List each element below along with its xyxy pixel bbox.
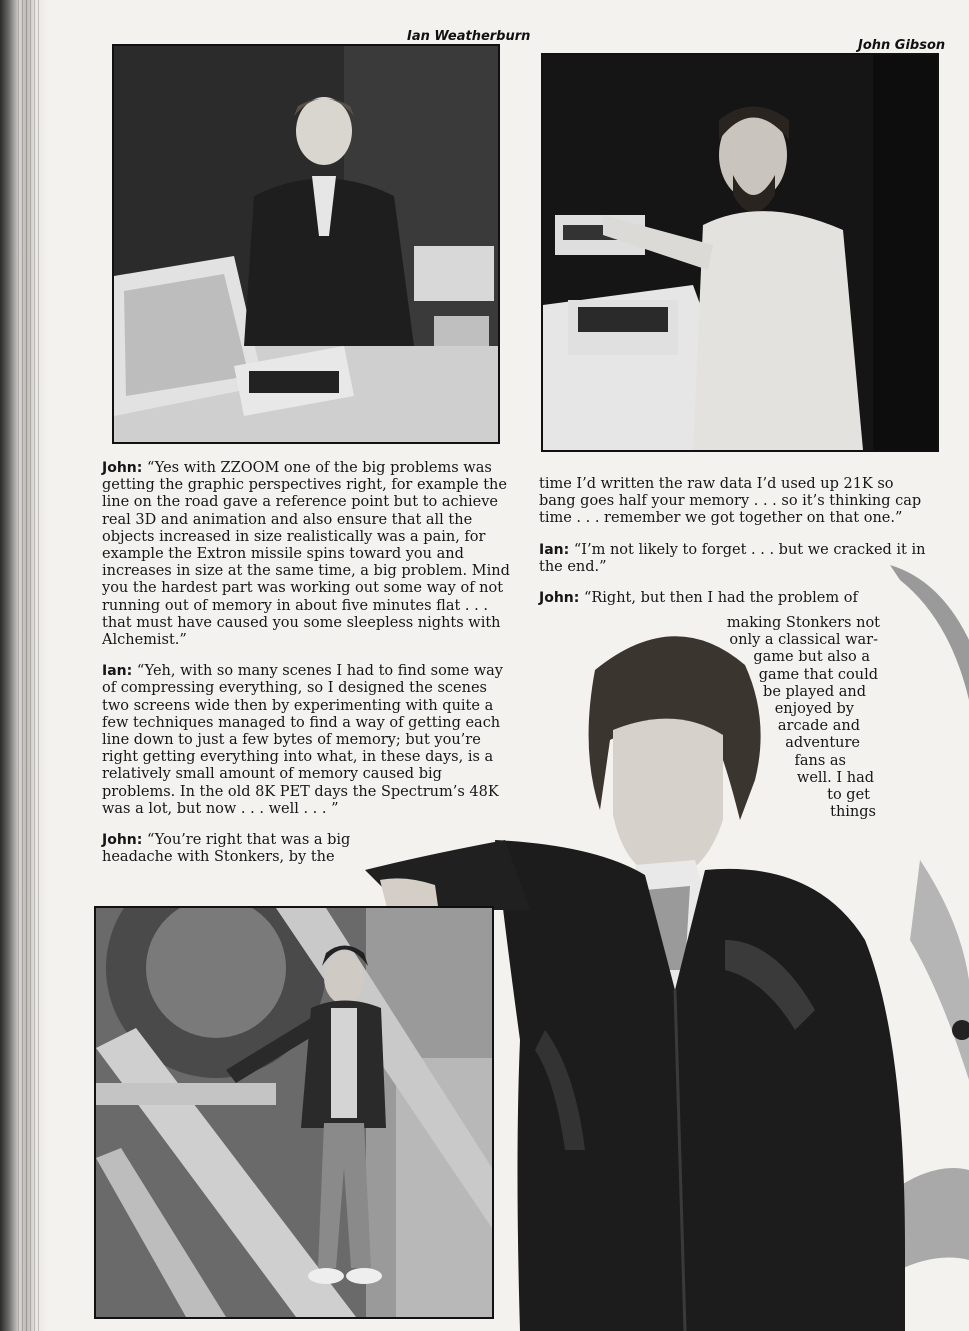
paragraph-john-3	[539, 590, 929, 607]
photo-john-at-computer	[541, 53, 939, 452]
column-right	[539, 476, 929, 607]
paragraph-ian-2	[539, 542, 929, 576]
wrapped-line: fans as	[794, 752, 846, 769]
speaker-label: Ian:	[539, 541, 570, 558]
paragraph-continued	[539, 476, 929, 528]
wrapped-line: things	[830, 804, 876, 821]
wrapped-line: game that could	[758, 666, 878, 683]
speaker-label: John:	[539, 590, 580, 607]
photo-john-outdoors	[94, 906, 494, 1319]
wrapped-line: game but also a	[753, 649, 870, 666]
wrapped-line: making Stonkers not	[726, 615, 880, 631]
paragraph-text: “I’m not likely to forget . . . but we cracked it in the end.”	[539, 541, 926, 575]
wrapped-line: adventure	[785, 735, 860, 752]
spine-page-edges	[18, 0, 40, 1331]
paragraph-john-2	[102, 832, 352, 866]
speaker-label: Ian:	[102, 663, 133, 680]
speaker-label: John:	[102, 460, 143, 476]
caption-john-gibson: John Gibson	[858, 38, 946, 53]
wrapped-line: only a classical war-	[729, 632, 878, 649]
wrapped-line: enjoyed by	[774, 701, 854, 718]
paragraph-text: “You’re right that was a big headache with Stonkers, by the	[102, 832, 351, 866]
wrapped-line: well. I had	[796, 769, 874, 786]
wrapped-line: to get	[827, 787, 870, 804]
paragraph-text: “Right, but then I had the problem of	[583, 590, 858, 607]
paragraph-text: “Yeh, with so many scenes I had to find some way of compressing everything, so I designed the scenes two screens wide then by experimenting with quite a few techniques managed to find a way of getting each line down to just a few bytes of memory; but you’re right getting everything into what, in these days, is a relatively small amount of memory caused big problems. In the old 8K PET days the Spectrum’s 48K was a lot, but now . . . well . . . ”	[102, 663, 503, 817]
speaker-label: John:	[102, 832, 143, 849]
caption-ian-weatherburn: Ian Weatherburn	[407, 29, 531, 44]
paragraph-text: time I’d written the raw data I’d used up 21K so bang goes half your memory . . . so it’s thinking cap time . . . remember we got together on that one.”	[539, 476, 922, 527]
paragraph-text: “Yes with ZZOOM one of the big problems was getting the graphic perspectives right, for example the line on the road gave a reference point but to achieve real 3D and animation and also ensure that all the objects increased in size realistically was a pain, for example the Extron missile spins toward you and increases in size at the same time, a big problem. Mind you the hardest part was working out some way of not running out of memory in about five minutes flat . . . that must have caused you some sleepless nights with Alchemist.”	[102, 460, 510, 649]
wrapped-line: be played and	[763, 683, 866, 700]
wrapped-line: arcade and	[777, 718, 860, 735]
photo-ian-at-computer	[112, 44, 500, 444]
